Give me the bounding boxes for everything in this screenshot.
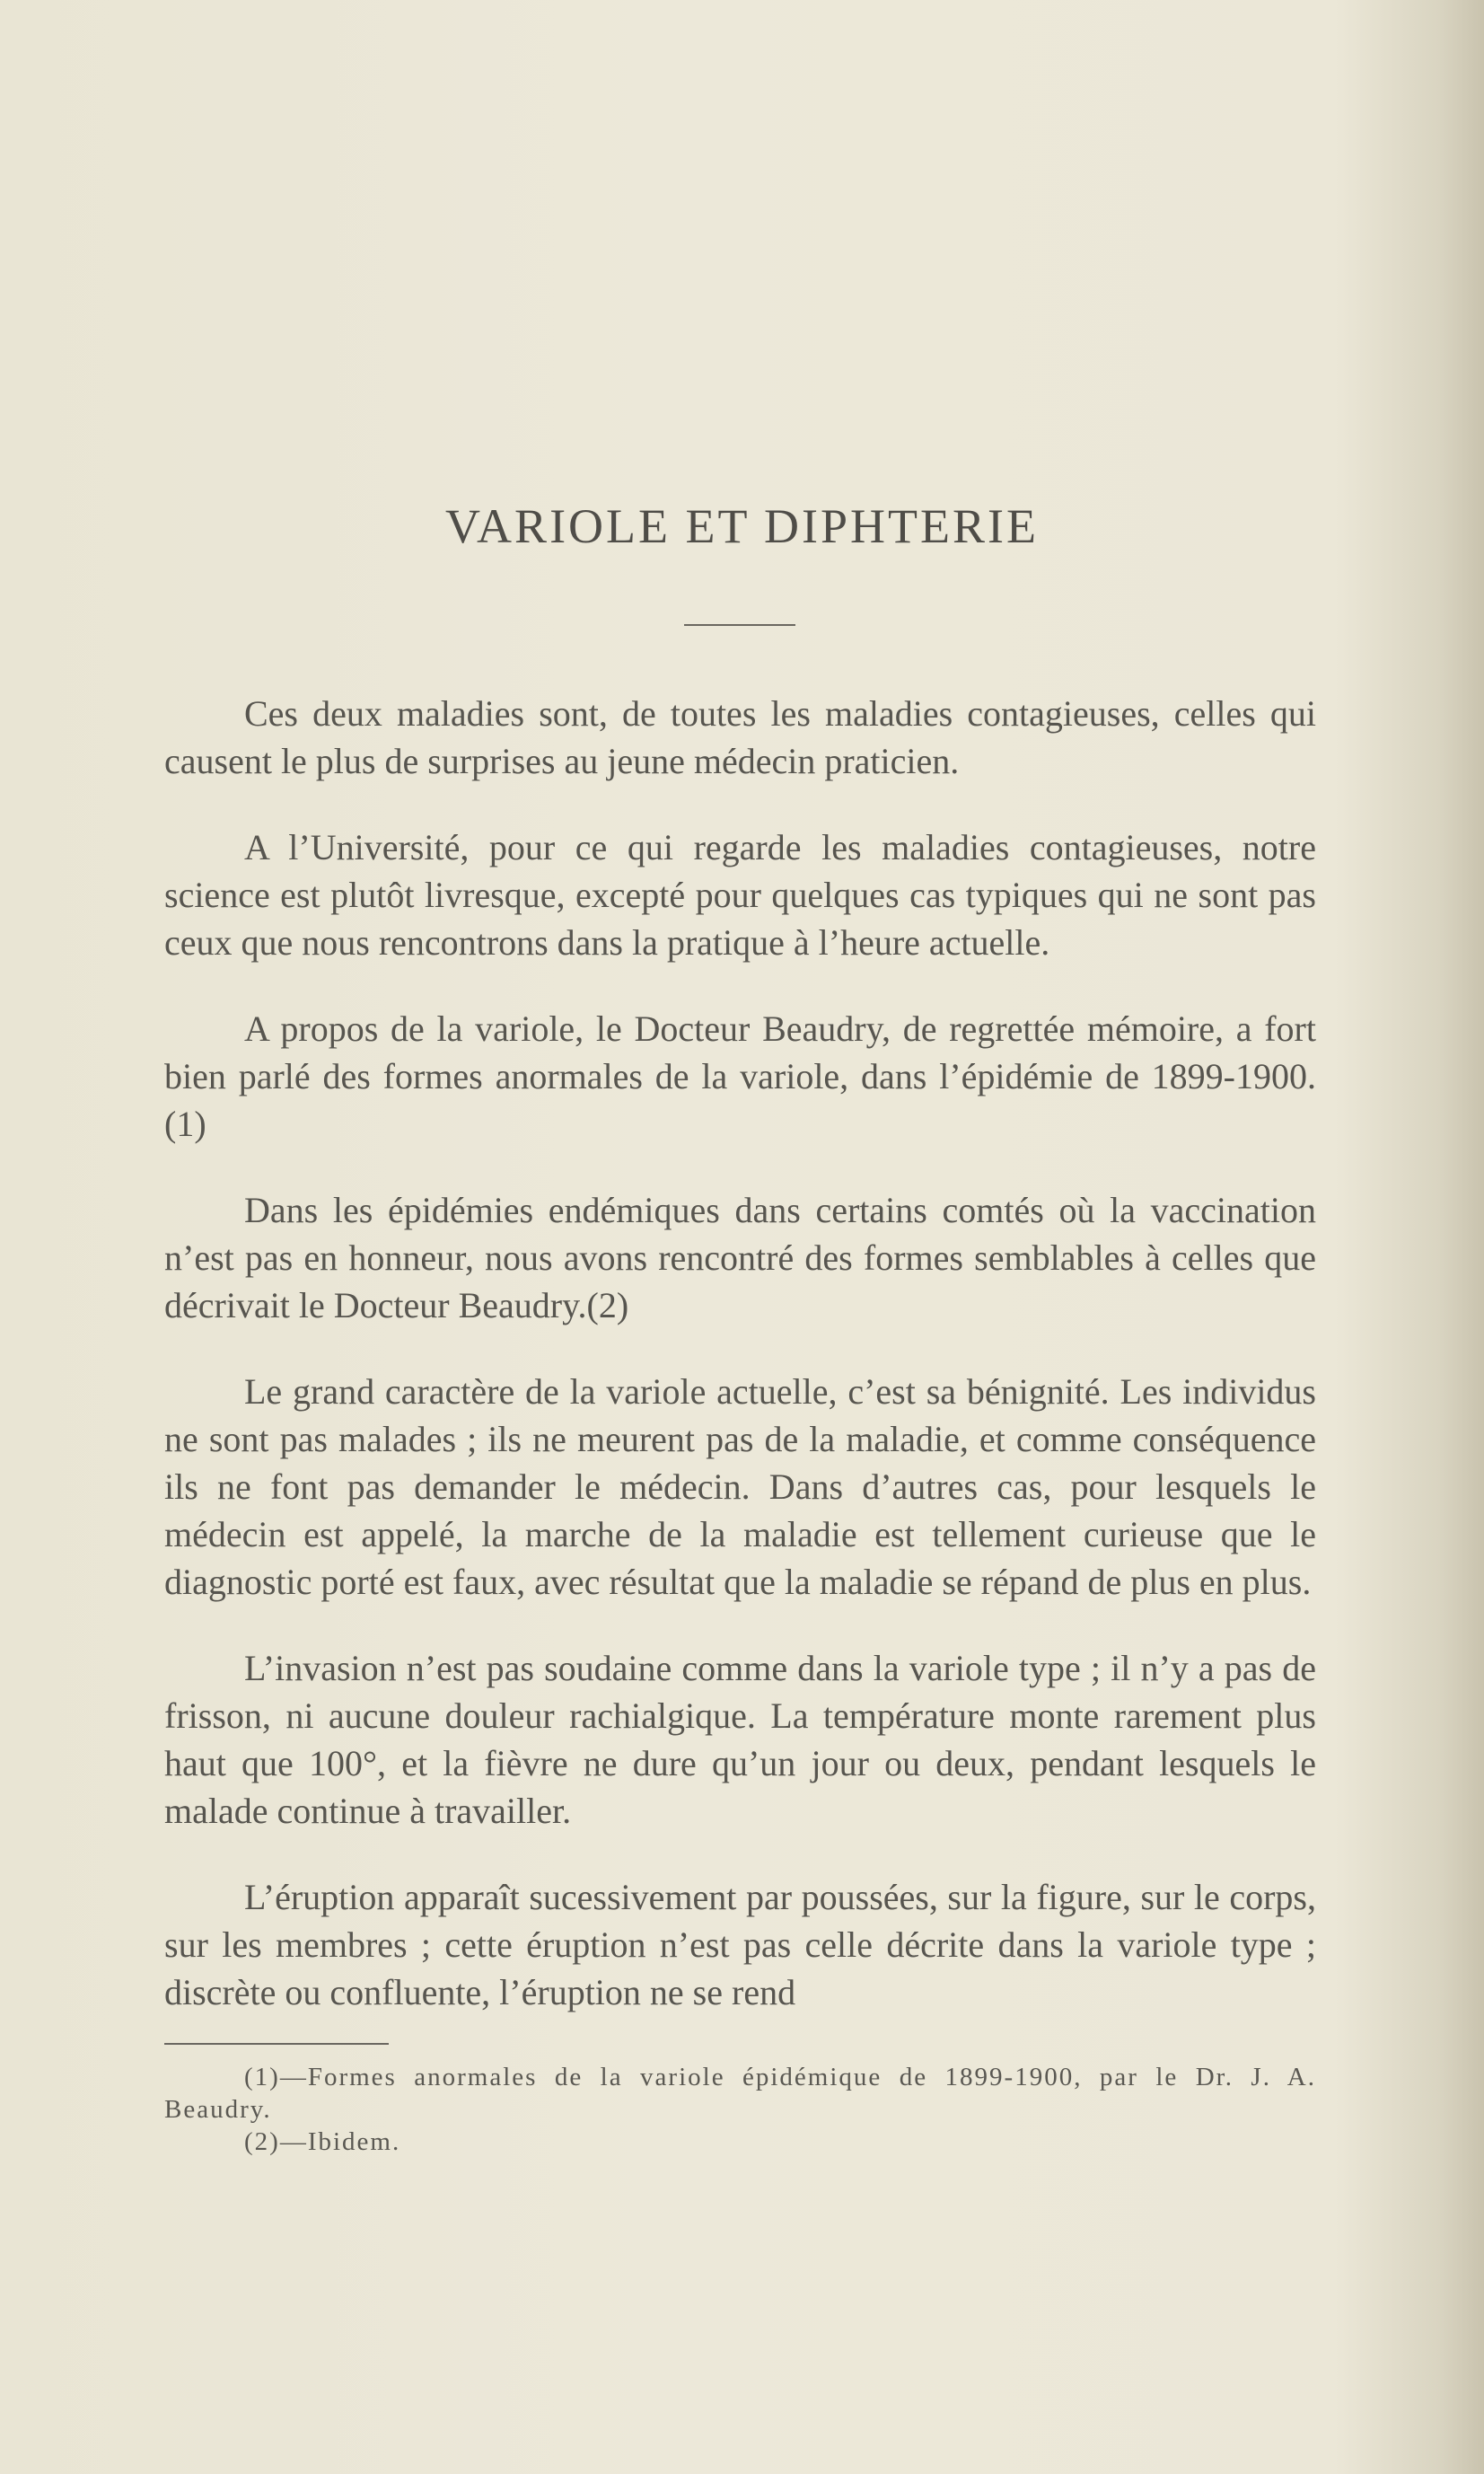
paragraph-3: A propos de la variole, le Docteur Beaudry, de regrettée mémoire, a fort bien parlé des formes anormales de la variole, dans l’épidémie de 1899-1900.(1) (164, 1008, 1316, 1144)
body-text (164, 690, 1316, 2055)
paragraph-5: Le grand caractère de la variole actuelle, c’est sa bénignité. Les individus ne sont pas malades ; ils ne meurent pas de la maladie, et comme conséquence ils ne font pas demander le médecin. Dans d’autres cas, pour lesquels le médecin est appelé, la marche de la maladie est tellement curieuse que le diagnostic porté est faux, avec résultat que la maladie se répand de plus en plus. (164, 1371, 1316, 1602)
footnote-divider (164, 2043, 389, 2045)
page-title: VARIOLE ET DIPHTERIE (445, 499, 1039, 553)
footnotes (164, 2061, 1316, 2158)
title-divider (684, 624, 795, 626)
paragraph-2: A l’Université, pour ce qui regarde les maladies contagieuses, notre science est plutôt livresque, excepté pour quelques cas typiques qui ne sont pas ceux que nous rencontrons dans la pratique à l’heure actuelle. (164, 827, 1316, 963)
footnote-1: (1)—Formes anormales de la variole épidémique de 1899-1900, par le Dr. J. A. Beaudry. (164, 2063, 1316, 2124)
paragraph-6: L’invasion n’est pas soudaine comme dans la variole type ; il n’y a pas de frisson, ni aucune douleur rachialgique. La température monte rarement plus haut que 100°, et la fièvre ne dure qu’un jour ou deux, pendant lesquels le malade continue à travailler. (164, 1648, 1316, 1831)
paragraph-4: Dans les épidémies endémiques dans certains comtés où la vaccination n’est pas en honneur, nous avons rencontré des formes semblables à celles que décrivait le Docteur Beaudry.(2) (164, 1190, 1316, 1325)
paragraph-1: Ces deux maladies sont, de toutes les maladies contagieuses, celles qui causent le plus de surprises au jeune médecin praticien. (164, 693, 1316, 781)
footnote-2: (2)—Ibidem. (244, 2127, 401, 2156)
paragraph-7: L’éruption apparaît sucessivement par poussées, sur la figure, sur le corps, sur les membres ; cette éruption n’est pas celle décrite dans la variole type ; discrète ou confluente, l’éruption ne se rend (164, 1877, 1316, 2012)
